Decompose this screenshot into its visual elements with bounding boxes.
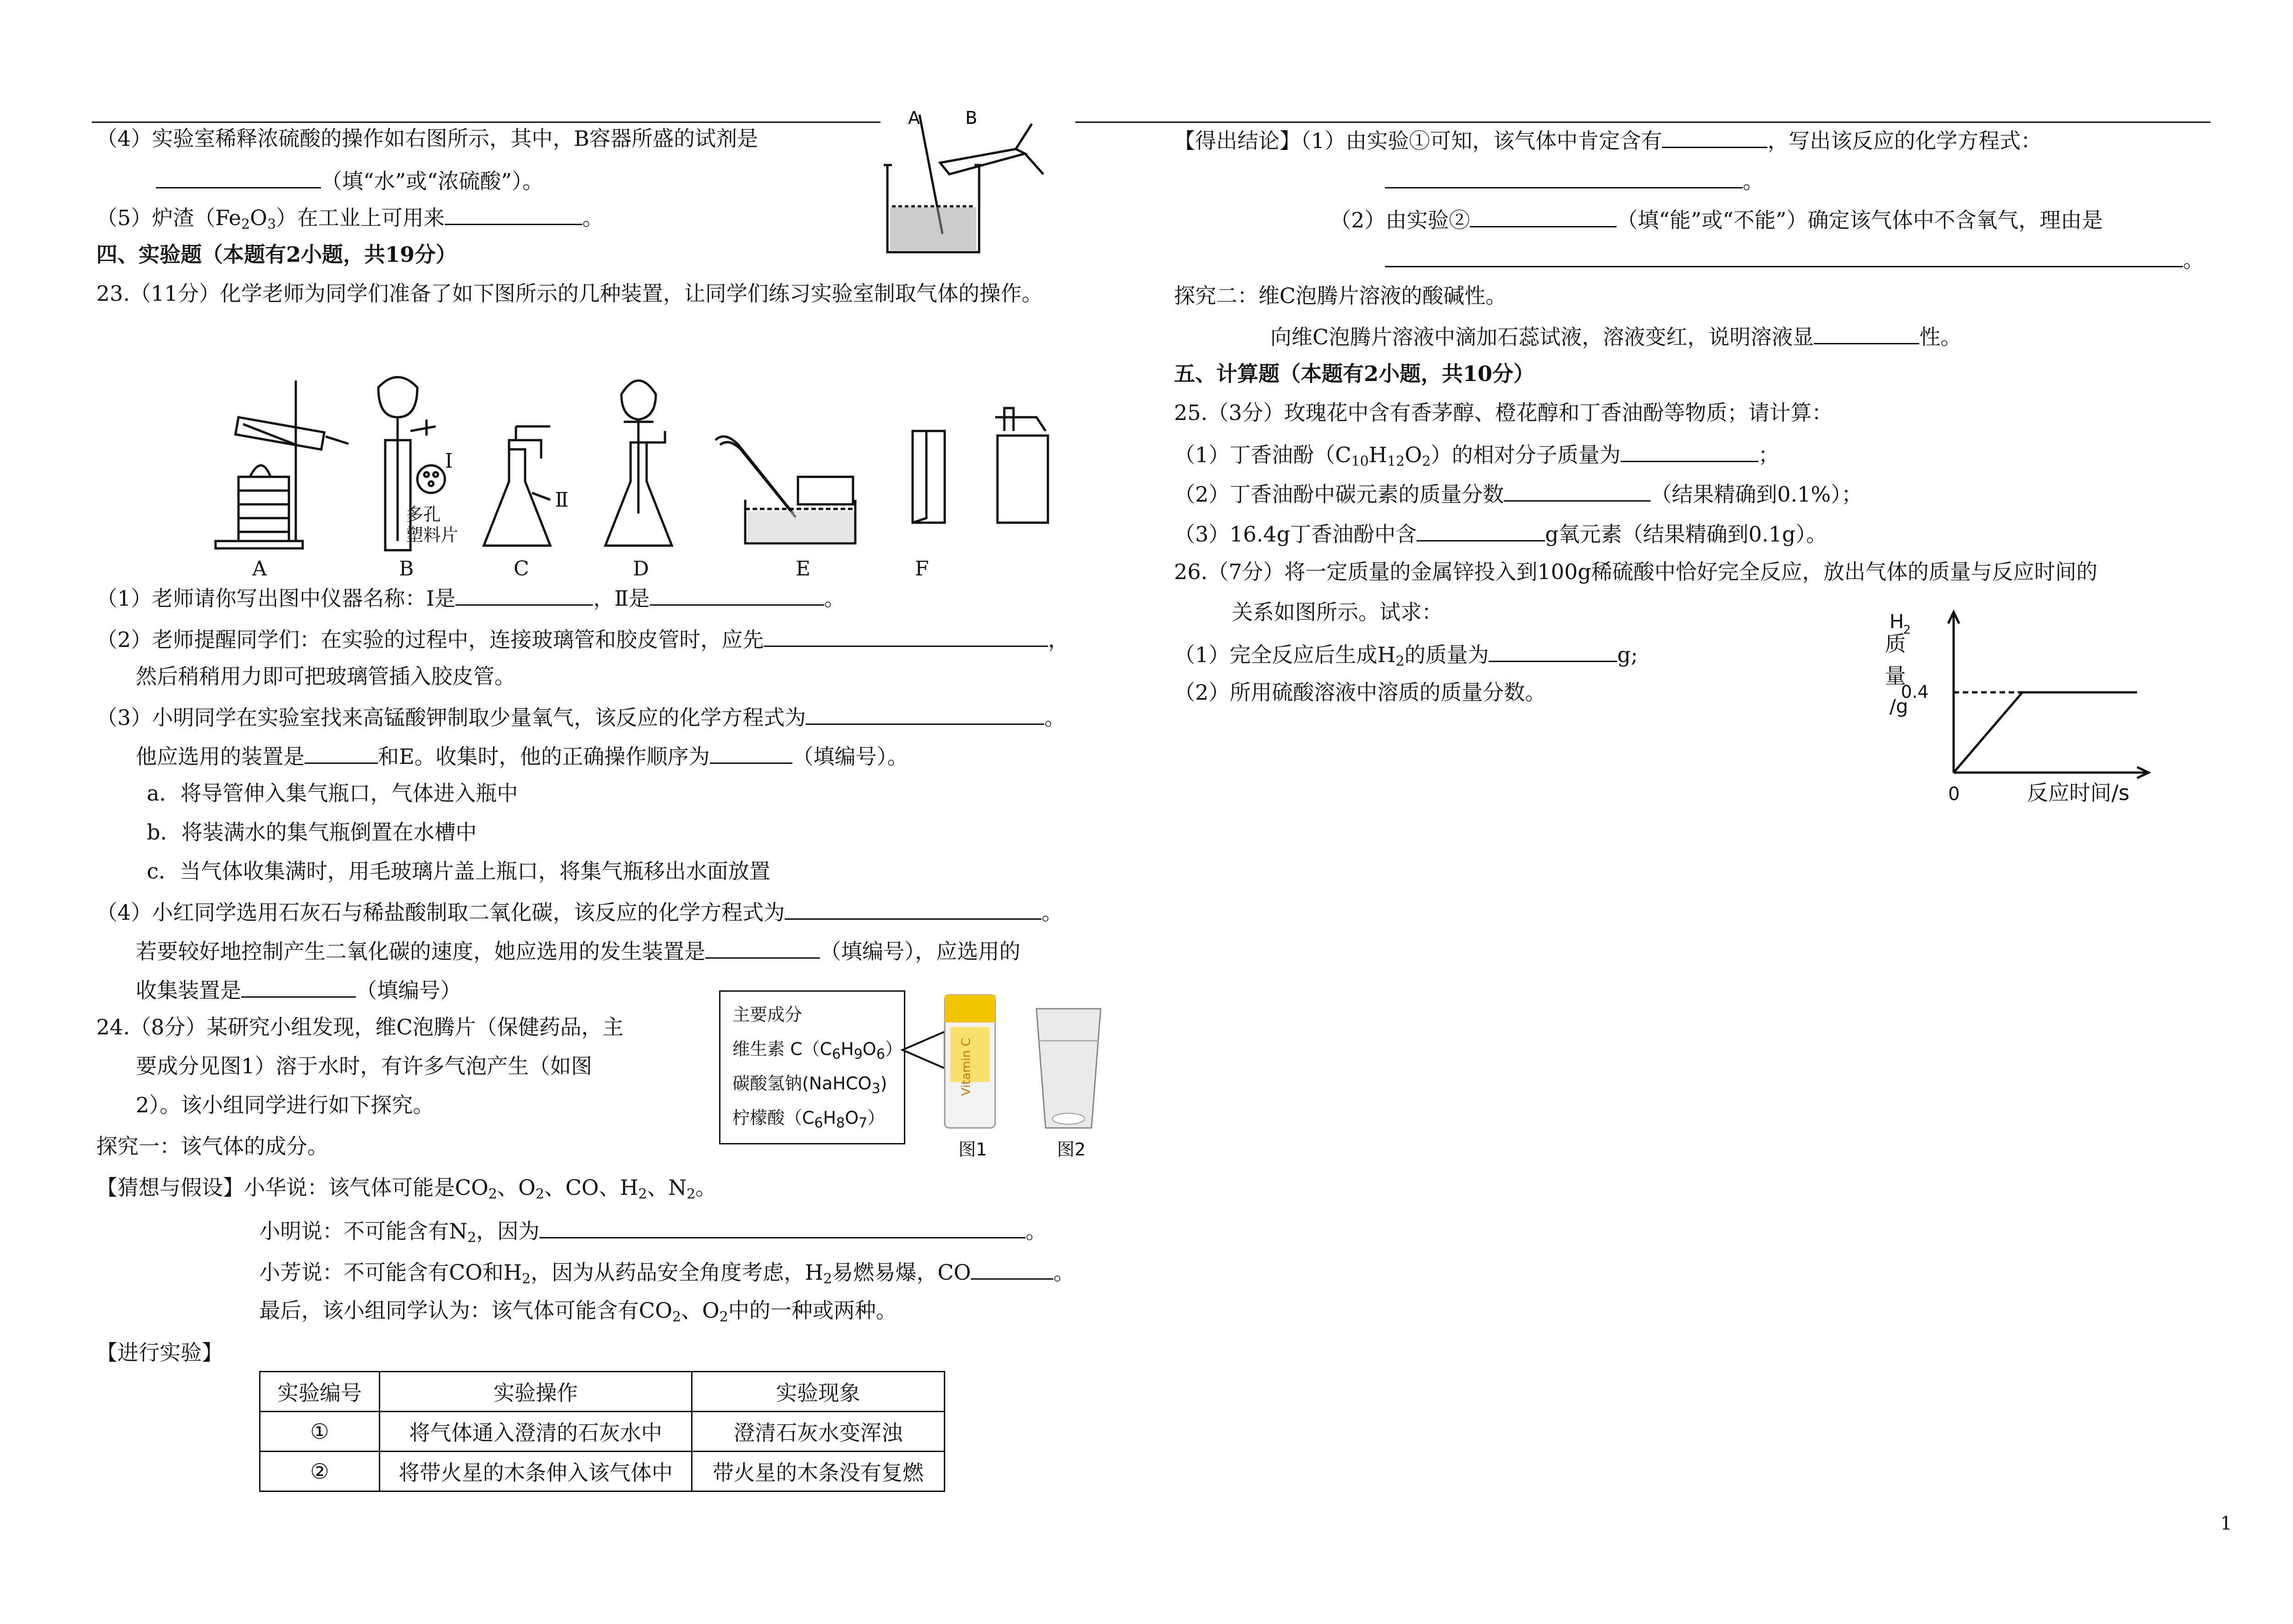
experiment-table — [259, 1371, 945, 1492]
explore-2-line2: 向维C泡腾片溶液中滴加石蕊试液，溶液变红，说明溶液显 性。 — [1270, 321, 1961, 351]
app-label-C: C — [514, 557, 529, 580]
q23-1-line: （1）老师请你写出图中仪器名称：Ⅰ是 ，Ⅱ是 。 — [96, 582, 845, 612]
ingredients-box — [719, 990, 905, 1144]
table-cell: 将气体通入澄清的石灰水中 — [380, 1412, 692, 1452]
answer-blank[interactable] — [445, 202, 582, 225]
answer-blank[interactable] — [1814, 321, 1919, 344]
app-label-D: D — [633, 557, 649, 580]
label-II: Ⅱ — [555, 488, 569, 512]
q26-2: （2）所用硫酸溶液中溶质的质量分数。 — [1174, 680, 1546, 705]
q22-5-line: （5）炉渣$(Fe_2O_3)$在工业上可用来 。 — [96, 202, 604, 232]
answer-blank[interactable] — [455, 582, 593, 606]
section-5-title: 五、计算题（本题有2小题，共10分） — [1174, 361, 1535, 386]
answer-blank[interactable] — [710, 740, 792, 764]
q26-stem: 26.（7分）将一定质量的金属锌投入到100g稀硫酸中恰好完全反应，放出气体的质量与反应时间的 — [1174, 559, 2098, 584]
q23-3-line2: 他应选用的装置是 和E。收集时，他的正确操作顺序为 （填编号）。 — [136, 740, 908, 770]
answer-blank[interactable] — [1504, 478, 1651, 502]
table-cell: ① — [260, 1412, 380, 1452]
answer-blank[interactable] — [806, 702, 1044, 725]
q25-3: （3）16.4g丁香油酚中含 g氧元素（结果精确到0.1g）。 — [1174, 518, 1827, 548]
table-cell: 将带火星的木条伸入该气体中 — [380, 1452, 692, 1491]
answer-blank[interactable] — [705, 935, 820, 959]
q23-3-step-a: a．将导管伸入集气瓶口，气体进入瓶中 — [147, 781, 518, 806]
dilution-figure — [874, 105, 1080, 266]
q26-stem-line2: 关系如图所示。试求： — [1232, 600, 1443, 624]
answer-blank[interactable] — [971, 1256, 1053, 1280]
q26-1: （1）完全反应后生成$H_2$的质量为 g; — [1174, 639, 1638, 668]
q23-stem: 23.（11分）化学老师为同学们准备了如下图所示的几种装置，让同学们练习实验室制取气体的操作。 — [96, 281, 1043, 306]
q23-4-line2: 若要较好地控制产生二氧化碳的速度，她应选用的发生装置是 （填编号），应选用的 — [136, 935, 1020, 965]
q22-4-line: （4）实验室稀释浓硫酸的操作如右图所示，其中，B容器所盛的试剂是 — [96, 126, 759, 151]
ingredient-nahco3: 碳酸氢钠(NaHCO$_3$) — [732, 1073, 887, 1097]
fig2-caption: 图2 — [1057, 1139, 1086, 1160]
table-cell: 带火星的木条没有复燃 — [692, 1452, 945, 1491]
table-header-cell: 实验编号 — [260, 1372, 380, 1412]
h2-mass-chart — [1871, 605, 2169, 821]
chart-ylabel-h: H — [1889, 610, 1904, 633]
chart-ylabel-sub: 2 — [1903, 623, 1911, 637]
apparatus-figure — [197, 362, 1091, 582]
chart-ylabel-1: 质 — [1885, 631, 1906, 656]
explore-2: 探究二：维C泡腾片溶液的酸碱性。 — [1174, 283, 1507, 308]
answer-blank[interactable] — [785, 896, 1041, 920]
answer-blank[interactable] — [1489, 639, 1617, 662]
answer-blank[interactable] — [1417, 518, 1545, 541]
answer-blank[interactable] — [1385, 165, 1743, 188]
q23-3-step-c: c．当气体收集满时，用毛玻璃片盖上瓶口，将集气瓶移出水面放置 — [147, 859, 770, 884]
hypothesis-line2: 小明说：不可能含有$N_2$，因为 。 — [259, 1215, 1047, 1245]
table-header-cell: 实验操作 — [380, 1372, 692, 1412]
fig1-caption: 图1 — [958, 1139, 987, 1160]
q24-line2: 要成分见图1）溶于水时，有许多气泡产生（如图 — [136, 1054, 593, 1078]
q23-4-line: （4）小红同学选用石灰石与稀盐酸制取二氧化碳，该反应的化学方程式为 。 — [96, 896, 1063, 926]
table-row — [260, 1412, 945, 1452]
hypothesis-line3: 小芳说：不可能含有CO和$H_2$，因为从药品安全角度考虑，$H_2$易燃易爆，CO 。 — [259, 1256, 1074, 1286]
label-porous: 多孔 — [406, 504, 441, 525]
table-cell: ② — [260, 1452, 380, 1491]
vitamin-figures — [899, 986, 1128, 1169]
explore-1: 探究一：该气体的成分。 — [96, 1134, 328, 1159]
top-rule-right — [1075, 122, 2210, 123]
conclusion-2: （2）由实验② （填“能”或“不能”）确定该气体中不含氧气，理由是 — [1330, 204, 2103, 234]
label-A: A — [908, 108, 920, 128]
label-I: I — [445, 449, 453, 473]
ingredient-citric-acid: 柠檬酸$(C_6H_8O_7)$ — [732, 1108, 885, 1131]
app-label-B: B — [399, 557, 414, 580]
conclusion-1: 【得出结论】（1）由实验①可知，该气体中肯定含有 ，写出该反应的化学方程式： — [1174, 125, 2042, 155]
table-row — [260, 1452, 945, 1491]
answer-blank[interactable] — [1470, 204, 1617, 227]
answer-blank[interactable] — [241, 974, 356, 998]
app-label-E: E — [796, 557, 811, 580]
q24-line3: 2）。该小组同学进行如下探究。 — [136, 1093, 434, 1117]
ingredients-title: 主要成分 — [732, 1005, 803, 1025]
chart-xlabel: 反应时间/s — [2027, 780, 2130, 805]
table-header-cell: 实验现象 — [692, 1372, 945, 1412]
label-plastic: 塑料片 — [406, 525, 459, 545]
q25-2: （2）丁香油酚中碳元素的质量分数 （结果精确到0.1%）； — [1174, 478, 1862, 508]
q22-4-line2: （填“水”或“浓硫酸”）。 — [156, 165, 543, 195]
label-B: B — [965, 108, 978, 128]
answer-blank[interactable] — [650, 582, 824, 606]
table-cell: 澄清石灰水变浑浊 — [692, 1412, 945, 1452]
answer-blank[interactable] — [539, 1215, 1025, 1238]
chart-ylabel-2: 量 — [1885, 663, 1906, 688]
q25-1: （1）丁香油酚$(C_{10}H_{12}O_2)$的相对分子质量为 ； — [1174, 439, 1779, 469]
table-header-row — [260, 1372, 945, 1412]
chart-series-line — [1954, 692, 2137, 773]
q23-2-line2: 然后稍稍用力即可把玻璃管插入胶皮管。 — [136, 664, 515, 689]
app-label-A: A — [252, 557, 267, 580]
answer-blank[interactable] — [156, 165, 321, 188]
answer-blank[interactable] — [1385, 244, 2183, 267]
answer-blank[interactable] — [305, 740, 378, 764]
conclusion-2-line2: 。 — [1385, 244, 2204, 274]
answer-blank[interactable] — [1621, 439, 1758, 462]
top-rule-left — [92, 122, 881, 123]
chart-ytick: 0.4 — [1901, 682, 1929, 702]
hypothesis-line4: 最后，该小组同学认为：该气体可能含有$CO_2$、$O_2$中的一种或两种。 — [259, 1298, 897, 1325]
app-label-F: F — [915, 557, 929, 580]
answer-blank[interactable] — [1662, 125, 1767, 148]
tube-label: Vitamin C — [959, 1038, 973, 1096]
hypothesis-line1: 【猜想与假设】小华说：该气体可能是$CO_2$、$O_2$、CO、$H_2$、$N_2$。 — [96, 1175, 717, 1202]
experiment-heading: 【进行实验】 — [96, 1340, 223, 1365]
page-number: 1 — [2220, 1513, 2232, 1534]
chart-origin: 0 — [1948, 784, 1960, 805]
q23-3-line: （3）小明同学在实验室找来高锰酸钾制取少量氧气，该反应的化学方程式为 。 — [96, 702, 1065, 731]
q23-4-line3: 收集装置是 （填编号） — [136, 974, 461, 1004]
q23-2-line: （2）老师提醒同学们：在实验的过程中，连接玻璃管和胶皮管时，应先 ， — [96, 624, 1069, 653]
conclusion-1-line2: 。 — [1385, 165, 1764, 195]
chart-ylabel-3: /g — [1889, 695, 1908, 718]
ingredient-vitamin-c: 维生素 $C(C_6H_9O_6)$ — [732, 1039, 903, 1062]
q23-3-step-b: b．将装满水的集气瓶倒置在水槽中 — [147, 820, 477, 845]
q25-stem: 25.（3分）玫瑰花中含有香茅醇、橙花醇和丁香油酚等物质；请计算： — [1174, 400, 1833, 425]
answer-blank[interactable] — [764, 624, 1048, 647]
q24-line1: 24.（8分）某研究小组发现，维C泡腾片（保健药品，主 — [96, 1015, 624, 1039]
section-4-title: 四、实验题（本题有2小题，共19分） — [96, 242, 457, 267]
